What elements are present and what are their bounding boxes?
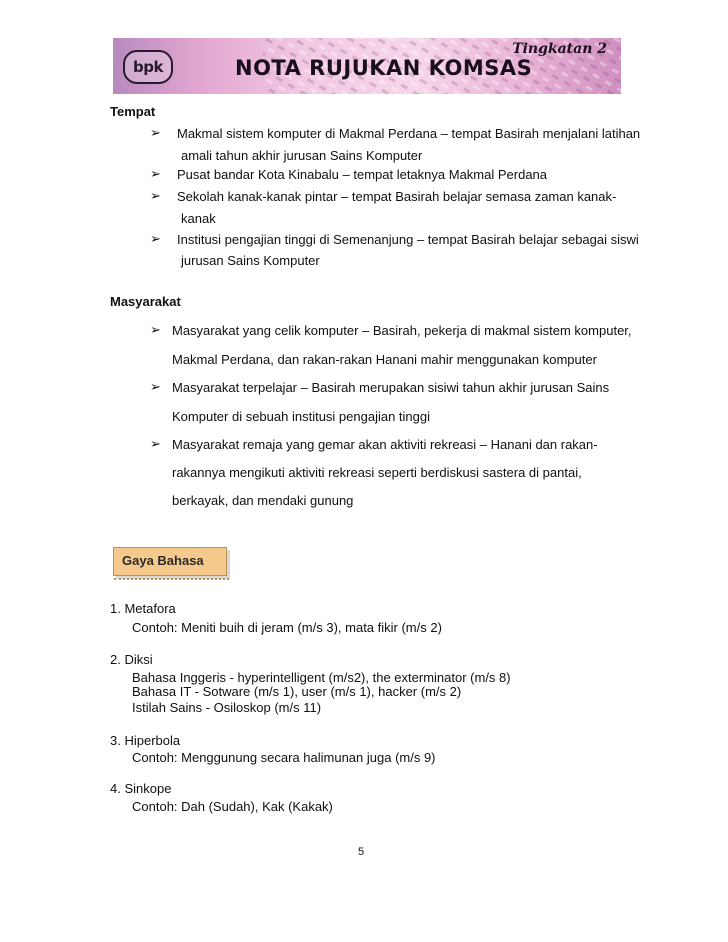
example-line: Istilah Sains - Osiloskop (m/s 11): [132, 700, 322, 715]
page-number: 5: [358, 846, 365, 858]
arrow-bullet-icon: ➢: [150, 167, 161, 182]
example-line: Contoh: Meniti buih di jeram (m/s 3), mata fikir (m/s 2): [132, 620, 442, 635]
arrow-bullet-icon: ➢: [150, 189, 161, 204]
bpk-logo: bpk: [123, 50, 173, 84]
arrow-bullet-icon: ➢: [150, 380, 161, 395]
dotted-underline: [114, 576, 229, 580]
example-line: Bahasa Inggeris - hyperintelligent (m/s2), the exterminator (m/s 8): [132, 670, 511, 685]
section-heading-masyarakat: Masyarakat: [110, 294, 181, 309]
gaya-bahasa-heading-box: [113, 547, 227, 576]
list-item-continuation: jurusan Sains Komputer: [181, 253, 320, 268]
list-item: Masyarakat yang celik komputer – Basirah, pekerja di makmal sistem komputer,: [172, 323, 632, 338]
list-item: Pusat bandar Kota Kinabalu – tempat letaknya Makmal Perdana: [177, 167, 548, 182]
section-heading-tempat: Tempat: [110, 104, 156, 119]
header-banner: [113, 38, 621, 94]
arrow-bullet-icon: ➢: [150, 126, 161, 141]
list-item: Sekolah kanak-kanak pintar – tempat Basirah belajar semasa zaman kanak-: [177, 189, 617, 204]
numbered-item-title: 2. Diksi: [110, 652, 153, 667]
list-item-continuation: amali tahun akhir jurusan Sains Komputer: [181, 148, 423, 163]
numbered-item-title: 1. Metafora: [110, 601, 176, 616]
list-item-continuation: Makmal Perdana, dan rakan-rakan Hanani mahir menggunakan komputer: [172, 352, 597, 367]
list-item: Institusi pengajian tinggi di Semenanjung – tempat Basirah belajar sebagai siswi: [177, 232, 639, 247]
list-item: Makmal sistem komputer di Makmal Perdana – tempat Basirah menjalani latihan: [177, 126, 641, 141]
list-item-continuation: kanak: [181, 211, 216, 226]
example-line: Contoh: Dah (Sudah), Kak (Kakak): [132, 799, 333, 814]
banner-title: NOTA RUJUKAN KOMSAS: [235, 56, 533, 80]
list-item-continuation: Komputer di sebuah institusi pengajian tinggi: [172, 409, 431, 424]
list-item-continuation: berkayak, dan mendaki gunung: [172, 493, 354, 508]
gaya-bahasa-heading: Gaya Bahasa: [122, 553, 204, 568]
list-item: Masyarakat terpelajar – Basirah merupakan sisiwi tahun akhir jurusan Sains: [172, 380, 610, 395]
arrow-bullet-icon: ➢: [150, 232, 161, 247]
arrow-bullet-icon: ➢: [150, 323, 161, 338]
example-line: Bahasa IT - Sotware (m/s 1), user (m/s 1), hacker (m/s 2): [132, 684, 462, 699]
list-item: Masyarakat remaja yang gemar akan aktiviti rekreasi – Hanani dan rakan-: [172, 437, 598, 452]
arrow-bullet-icon: ➢: [150, 437, 161, 452]
list-item-continuation: rakannya mengikuti aktiviti rekreasi seperti berdiskusi sastera di pantai,: [172, 465, 582, 480]
level-label: Tingkatan 2: [512, 41, 607, 57]
numbered-item-title: 4. Sinkope: [110, 781, 172, 796]
example-line: Contoh: Menggunung secara halimunan juga (m/s 9): [132, 750, 436, 765]
numbered-item-title: 3. Hiperbola: [110, 733, 181, 748]
